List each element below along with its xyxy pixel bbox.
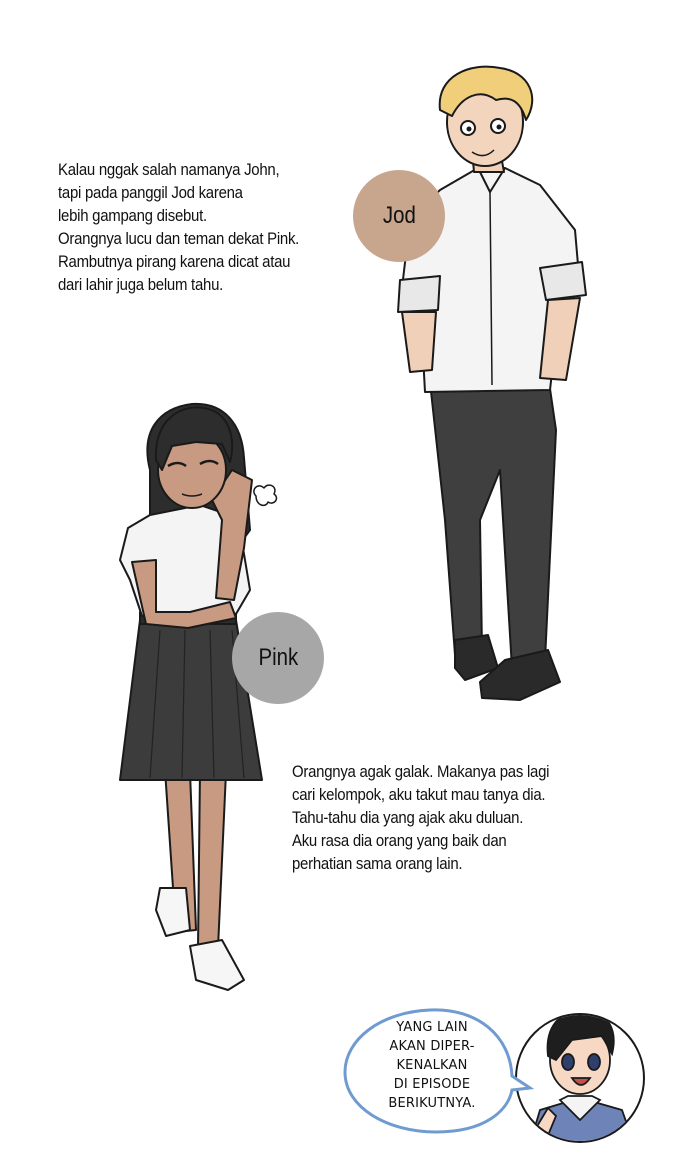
jod-description-line: dari lahir juga belum tahu. bbox=[58, 275, 224, 294]
jod-description-line: Kalau nggak salah namanya John, bbox=[58, 160, 280, 179]
jod-illustration bbox=[398, 67, 586, 700]
jod-name-tag bbox=[353, 170, 445, 262]
speech-line: KENALKAN bbox=[396, 1058, 468, 1073]
pink-description-line: Tahu-tahu dia yang ajak aku duluan. bbox=[292, 808, 524, 827]
jod-description-line: Rambutnya pirang karena dicat atau bbox=[58, 252, 291, 271]
jod-name: Jod bbox=[382, 202, 416, 229]
pink-name: Pink bbox=[258, 644, 298, 671]
pink-description-line: Aku rasa dia orang yang baik dan bbox=[292, 831, 507, 850]
jod-description bbox=[58, 158, 299, 296]
pink-description bbox=[292, 760, 549, 875]
speech-line: DI EPISODE bbox=[393, 1077, 471, 1092]
speech-bubble-text bbox=[362, 1018, 502, 1113]
jod-description-line: tapi pada panggil Jod karena bbox=[58, 183, 243, 202]
pink-description-line: cari kelompok, aku takut mau tanya dia. bbox=[292, 785, 546, 804]
speech-line: AKAN DIPER- bbox=[389, 1039, 475, 1054]
jod-description-line: Orangnya lucu dan teman dekat Pink. bbox=[58, 229, 300, 248]
pink-description-line: Orangnya agak galak. Makanya pas lagi bbox=[292, 762, 550, 781]
jod-description-line: lebih gampang disebut. bbox=[58, 206, 207, 225]
speech-line: BERIKUTNYA. bbox=[388, 1096, 476, 1111]
pink-description-line: perhatian sama orang lain. bbox=[292, 854, 463, 873]
speech-line: YANG LAIN bbox=[396, 1020, 468, 1035]
pink-name-tag bbox=[232, 612, 324, 704]
